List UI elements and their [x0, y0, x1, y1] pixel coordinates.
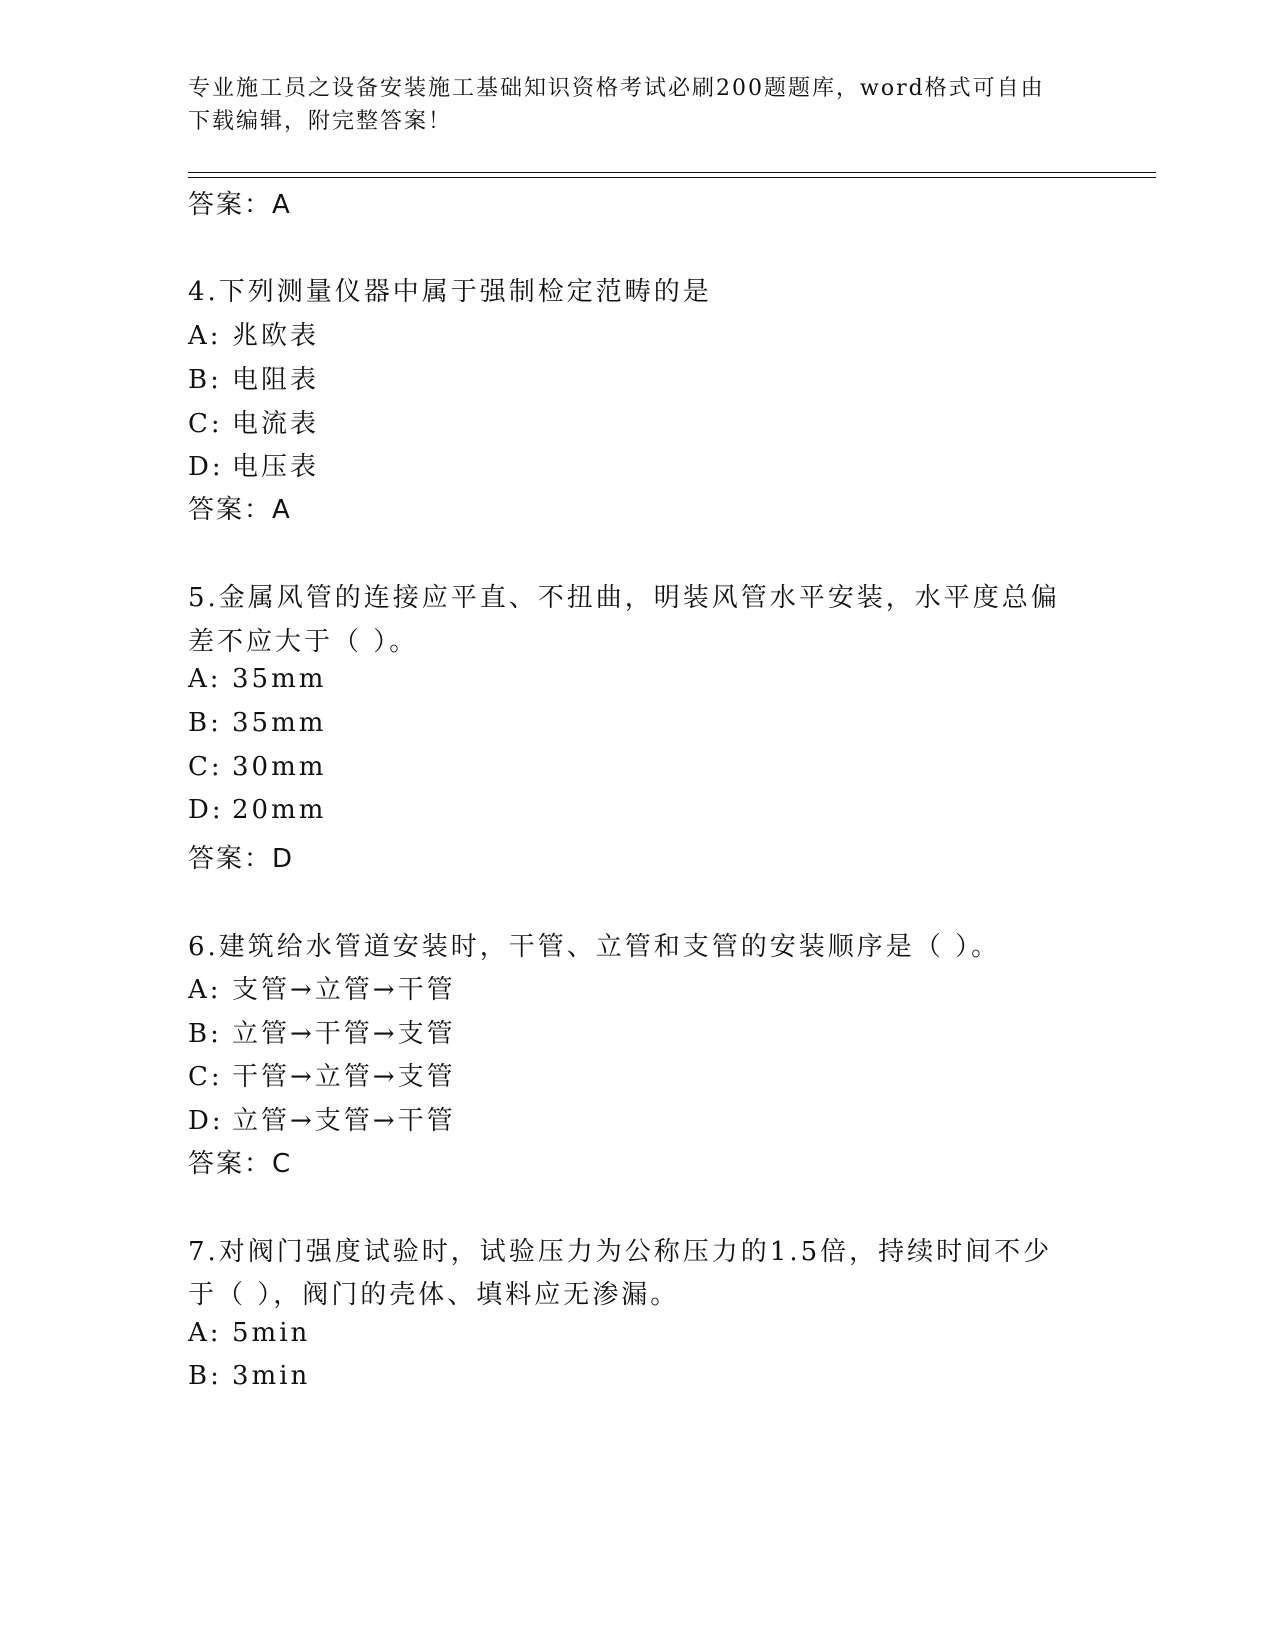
option-text: 立管→支管→干管: [232, 1106, 456, 1136]
option-label: D:: [188, 452, 224, 482]
option-label: B:: [188, 708, 222, 738]
question-text: 7.对阀门强度试验时，试验压力为公称压力的1.5倍，持续时间不少: [188, 1237, 1053, 1267]
option-label: C:: [188, 409, 223, 439]
option-text: 电压表: [232, 452, 320, 482]
option-label: A:: [188, 321, 222, 351]
option-b: [188, 708, 326, 738]
option-label: B:: [188, 365, 222, 395]
option-label: A:: [188, 1318, 222, 1348]
option-text: 兆欧表: [232, 321, 320, 351]
option-text: 20mm: [232, 795, 327, 825]
question-text-cont: 差不应大于（ ）。: [188, 627, 419, 657]
option-text: 支管→立管→干管: [232, 975, 456, 1005]
option-label: A:: [188, 664, 222, 694]
option-label: D:: [188, 1106, 224, 1136]
option-c: [188, 1056, 456, 1093]
option-label: A:: [188, 975, 222, 1005]
option-c: [188, 403, 319, 440]
option-a: [188, 1318, 310, 1348]
question-text: 6.建筑给水管道安装时，干管、立管和支管的安装顺序是（ ）。: [188, 932, 1001, 962]
option-text: 3min: [232, 1361, 311, 1391]
answer-line: 答案：A: [188, 190, 292, 220]
question-text: 4.下列测量仪器中属于强制检定范畴的是: [188, 277, 712, 307]
option-b: [188, 1013, 456, 1050]
option-text: 干管→立管→支管: [232, 1062, 456, 1092]
answer-line: 答案：C: [188, 1149, 293, 1179]
option-text: 5min: [232, 1318, 311, 1348]
option-d: [188, 795, 326, 825]
option-text: 35mm: [232, 708, 327, 738]
option-a: [188, 315, 319, 352]
option-label: C:: [188, 1062, 223, 1092]
option-label: B:: [188, 1019, 222, 1049]
option-label: C:: [188, 752, 223, 782]
document-header: 专业施工员之设备安装施工基础知识资格考试必刷200题题库，word格式可自由下载编辑，附完整答案！: [188, 76, 1045, 134]
answer-line: 答案：A: [188, 495, 292, 525]
option-text: 立管→干管→支管: [232, 1019, 456, 1049]
header-rule-top: [188, 172, 1156, 173]
question-text: 5.金属风管的连接应平直、不扭曲，明装风管水平安装，水平度总偏: [188, 583, 1060, 613]
answer-line: 答案：D: [188, 844, 295, 874]
option-text: 电流表: [232, 409, 320, 439]
option-a: [188, 664, 326, 694]
option-a: [188, 969, 456, 1006]
option-text: 35mm: [232, 664, 327, 694]
option-d: [188, 1100, 456, 1137]
option-b: [188, 1361, 310, 1391]
header-rule-bottom: [188, 177, 1156, 178]
option-text: 电阻表: [232, 365, 320, 395]
option-label: B:: [188, 1361, 222, 1391]
option-b: [188, 359, 319, 396]
option-c: [188, 752, 326, 782]
option-d: [188, 446, 319, 483]
option-label: D:: [188, 795, 224, 825]
option-text: 30mm: [232, 752, 327, 782]
question-text-cont: 于（ ），阀门的壳体、填料应无渗漏。: [188, 1280, 680, 1310]
